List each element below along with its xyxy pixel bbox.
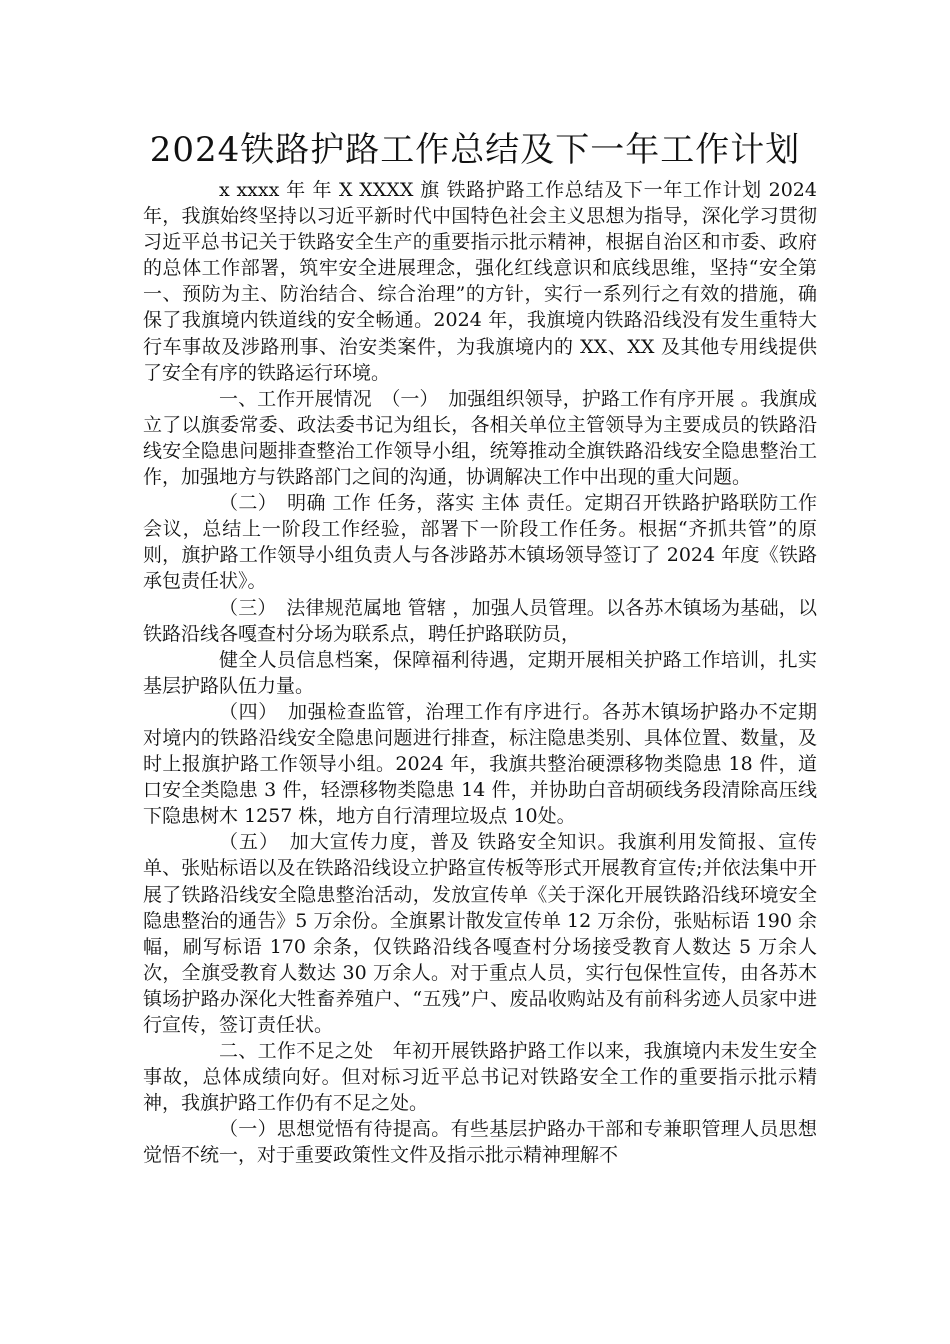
paragraph-section-1-3-cont: 健全人员信息档案，保障福利待遇，定期开展相关护路工作培训，扎实基层护路队伍力量。 [143,648,817,697]
paragraph-intro: x xxxx 年 年 X XXXX 旗 铁路护路工作总结及下一年工作计划 2024 年，我旗始终坚持以习近平新时代中国特色社会主义思想为指导，深化学习贯彻习近平总书记关于铁路安全生产的重要指示批示精神，根据自治区和市委、政府的总体工作部署，筑牢安全进展理念，强化红线意识和底线思维，坚持“安全第一、预防为主、防治结合、综合治理”的方针，实行一系列行之有效的措施，确保了我旗境内铁道线的安全畅通。2024 年，我旗境内铁路沿线没有发生重特大行车事故及涉路刑事、治安类案件，为我旗境内的 XX、XX 及其他专用线提供了安全有序的铁路运行环境。 [143,179,817,384]
document-title: 2024铁路护路工作总结及下一年工作计划 [149,130,801,170]
paragraph-section-1-4: （四） 加强检查监管，治理工作有序进行。各苏木镇场护路办不定期对境内的铁路沿线安全隐患问题进行排查，标注隐患类别、具体位置、数量，及时上报旗护路工作领导小组。2024 年，我旗共整治硬漂移物类隐患 18 件，道口安全类隐患 3 件，轻漂移物类隐患 14 件，并协助白音胡硕线务段清除高压线下隐患树木 1257 株，地方自行清理垃圾点 10处。 [143,700,817,828]
paragraph-section-1-1: 一、工作开展情况 （一） 加强组织领导，护路工作有序开展 。我旗成立了以旗委常委、政法委书记为组长，各相关单位主管领导为主要成员的铁路沿线安全隐患问题排查整治工作领导小组，统筹推动全旗铁路沿线安全隐患整治工作，加强地方与铁路部门之间的沟通，协调解决工作中出现的重大问题。 [143,387,817,489]
document-body [143,177,817,1169]
paragraph-section-1-2: （二） 明确 工作 任务，落实 主体 责任。定期召开铁路护路联防工作会议，总结上一阶段工作经验，部署下一阶段工作任务。根据“齐抓共管”的原则，旗护路工作领导小组负责人与各涉路苏木镇场领导签订了 2024 年度《铁路承包责任状》。 [143,492,817,593]
paragraph-section-2-1: （一）思想觉悟有待提高。有些基层护路办干部和专兼职管理人员思想觉悟不统一，对于重要政策性文件及指示批示精神理解不 [143,1118,817,1167]
paragraph-section-1-3: （三） 法律规范属地 管辖 ，加强人员管理。以各苏木镇场为基础，以铁路沿线各嘎查村分场为联系点，聘任护路联防员， [143,596,817,645]
paragraph-section-2: 二、工作不足之处 年初开展铁路护路工作以来，我旗境内未发生安全事故，总体成绩向好。但对标习近平总书记对铁路安全工作的重要指示批示精神，我旗护路工作仍有不足之处。 [143,1040,817,1115]
paragraph-section-1-5: （五） 加大宣传力度，普及 铁路安全知识。我旗利用发简报、宣传单、张贴标语以及在铁路沿线设立护路宣传板等形式开展教育宣传;并依法集中开展了铁路沿线安全隐患整治活动，发放宣传单《关于深化开展铁路沿线环境安全隐患整治的通告》5 万余份。全旗累计散发宣传单 12 万余份，张贴标语 190 余幅，刷写标语 170 余条，仅铁路沿线各嘎查村分场接受教育人数达 5 万余人次，全旗受教育人数达 30 万余人。对于重点人员，实行包保性宣传，由各苏木镇场护路办深化大牲畜养殖户、“五残”户、废品收购站及有前科劣迹人员家中进行宣传，签订责任状。 [143,831,817,1036]
